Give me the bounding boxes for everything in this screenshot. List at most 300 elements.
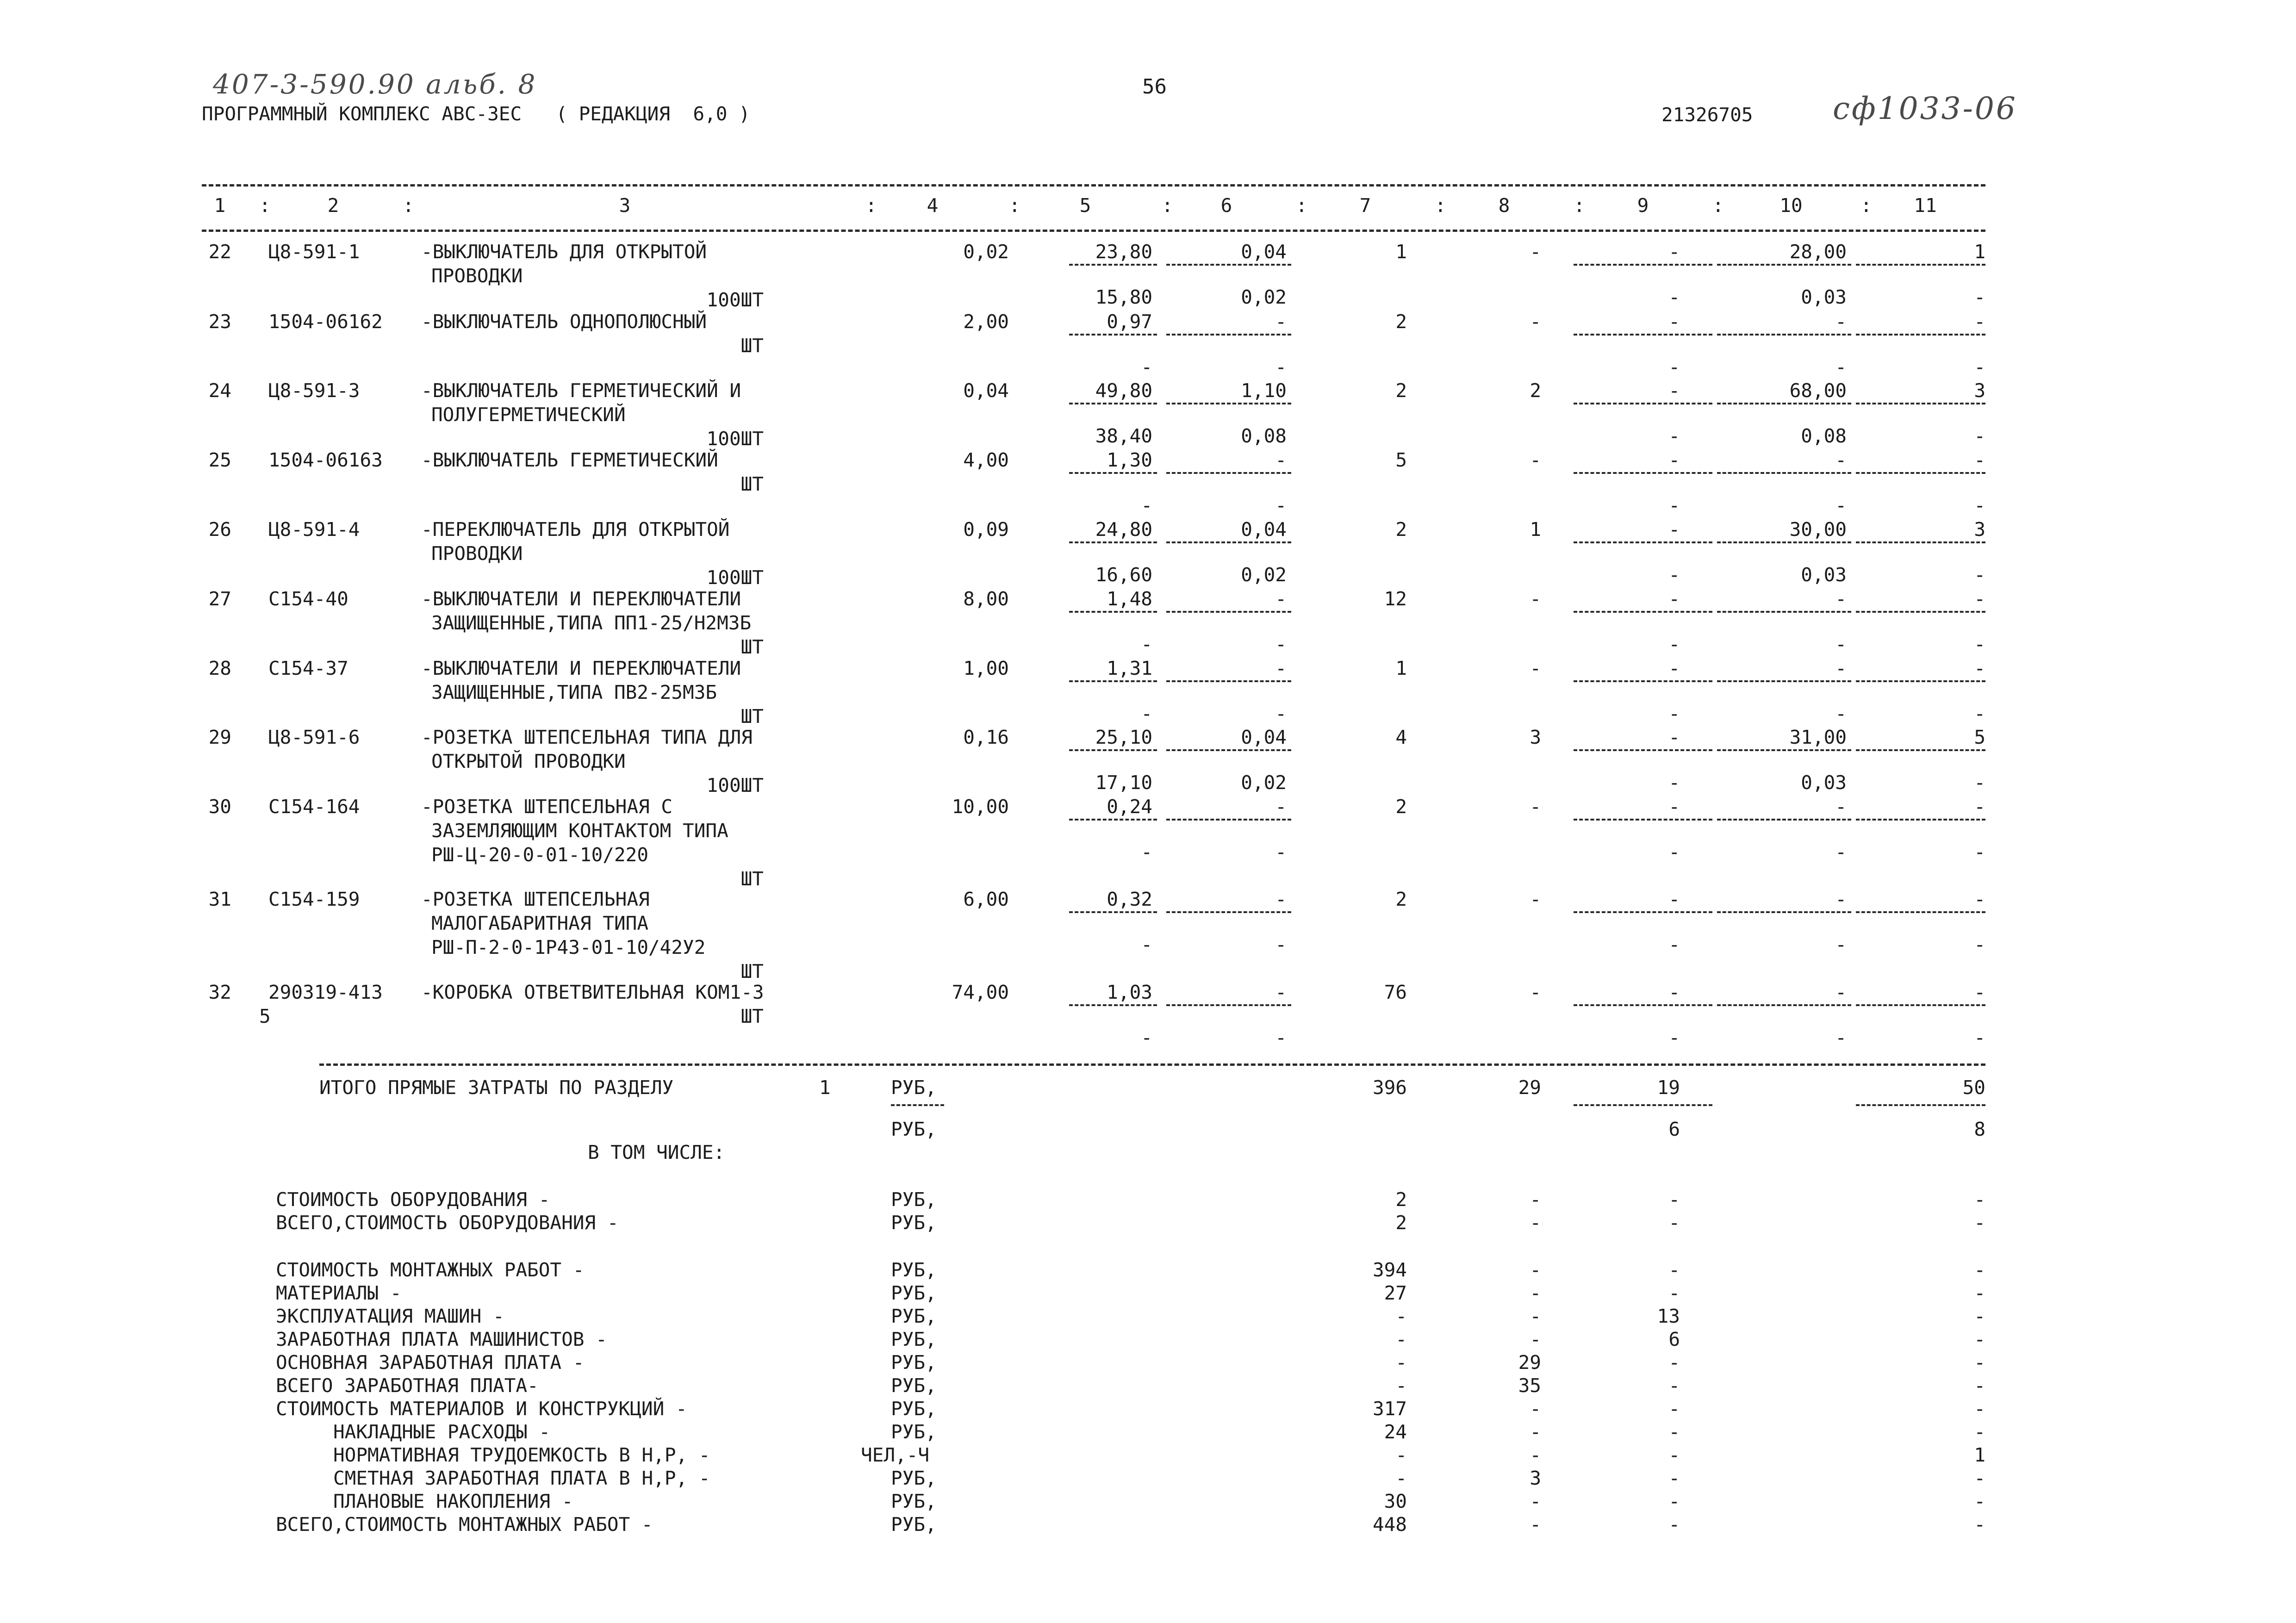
program-title: ПРОГРАММНЫЙ КОМПЛЕКС АВС-3ЕС ( РЕДАКЦИЯ 6,0 ) [202,103,750,125]
divider-line [1069,334,1157,336]
row-31-unit-price: 0,32 [1107,888,1152,910]
divider-line [1574,611,1712,613]
divider-line [1856,611,1985,613]
divider-line [1574,334,1712,336]
divider-line [1574,911,1712,913]
row-22-description: -ВЫКЛЮЧАТЕЛЬ ДЛЯ ОТКРЫТОЙ [421,241,707,263]
divider-line [1717,611,1851,613]
row-26-description: -ПЕРЕКЛЮЧАТЕЛЬ ДЛЯ ОТКРЫТОЙ [421,518,730,541]
row-23-code: 1504-06162 [268,311,383,333]
column-header-5: 5 [1079,194,1091,217]
row-29-number: 29 [208,726,231,748]
row-32-code-cont: 5 [259,1005,271,1027]
summary-row-3-col8: - [1530,1259,1541,1281]
summary-row-8-col11: - [1974,1374,1985,1397]
row-27-col9-b: - [1668,633,1680,655]
row-29-description: ОТКРЫТОЙ ПРОВОДКИ [431,750,626,772]
row-24-unit-price: 49,80 [1095,379,1152,402]
row-30-description: РШ-Ц-20-0-01-10/220 [431,844,648,866]
summary-row-13-col9: - [1668,1490,1680,1512]
row-24-description: ПОЛУГЕРМЕТИЧЕСКИЙ [431,404,626,426]
summary-row-5-unit: РУБ, [891,1305,937,1327]
row-24-col6-b: 0,08 [1241,425,1287,447]
totals-col7: 396 [1372,1076,1407,1099]
row-30-number: 30 [208,796,231,818]
summary-row-3-label: СТОИМОСТЬ МОНТАЖНЫХ РАБОТ - [276,1259,585,1281]
summary-row-1-label: СТОИМОСТЬ ОБОРУДОВАНИЯ - [276,1188,550,1211]
divider-line [1717,334,1851,336]
row-26-col10: 30,00 [1789,518,1847,541]
row-30-col6: - [1275,796,1287,818]
totals-col11: 50 [1962,1076,1985,1099]
column-separator: : [1574,194,1585,217]
row-23-unit: ШТ [740,335,764,357]
summary-row-6-col7: - [1395,1328,1407,1350]
row-26-unit-price-b: 16,60 [1095,564,1152,586]
divider-line [1717,680,1851,682]
divider-line [1717,541,1851,543]
column-header-1: 1 [214,194,226,217]
row-23-col6-b: - [1275,356,1287,378]
row-24-unit: 100ШТ [706,428,764,450]
row-29-col10: 31,00 [1789,726,1847,748]
divider-line [1574,680,1712,682]
column-separator: : [1296,194,1307,217]
divider-line [1069,749,1157,751]
row-29-col10-b: 0,03 [1801,771,1847,794]
row-22-col8: - [1530,241,1541,263]
summary-row-14-col9: - [1668,1513,1680,1536]
summary-row-14-label: ВСЕГО,СТОИМОСТЬ МОНТАЖНЫХ РАБОТ - [276,1513,653,1536]
summary-row-2-col8: - [1530,1212,1541,1234]
summary-row-14-col11: - [1974,1513,1985,1536]
summary-row-5-col8: - [1530,1305,1541,1327]
divider-line [1574,819,1712,821]
row-24-col11-b: - [1974,425,1985,447]
row-27-col11: - [1974,588,1985,610]
row-30-description: -РОЗЕТКА ШТЕПСЕЛЬНАЯ С [421,796,673,818]
row-28-col9-b: - [1668,703,1680,725]
summary-row-10-col8: - [1530,1421,1541,1443]
row-27-col9: - [1668,588,1680,610]
table-top-rule [202,184,1985,187]
divider-line [1717,1004,1851,1006]
row-26-number: 26 [208,518,231,541]
divider-line [1069,1004,1157,1006]
column-separator: : [865,194,877,217]
row-27-number: 27 [208,588,231,610]
row-24-col10-b: 0,08 [1801,425,1847,447]
summary-row-7-col8: 29 [1518,1351,1541,1374]
row-31-description: -РОЗЕТКА ШТЕПСЕЛЬНАЯ [421,888,650,910]
row-30-col10: - [1835,796,1847,818]
divider-line [1856,749,1985,751]
row-25-col8: - [1530,449,1541,471]
divider-line [1856,334,1985,336]
row-25-description: -ВЫКЛЮЧАТЕЛЬ ГЕРМЕТИЧЕСКИЙ [421,449,718,471]
row-28-col6-b: - [1275,703,1287,725]
row-31-unit: ШТ [740,960,764,983]
summary-row-7-col9: - [1668,1351,1680,1374]
summary-row-3-col7: 394 [1372,1259,1407,1281]
row-29-qty: 0,16 [963,726,1009,748]
summary-row-4-col8: - [1530,1282,1541,1304]
row-29-total: 4 [1395,726,1407,748]
row-26-qty: 0,09 [963,518,1009,541]
row-25-unit-price-b: - [1141,494,1152,516]
row-31-col11: - [1974,888,1985,910]
row-25-col10: - [1835,449,1847,471]
summary-row-1-col8: - [1530,1188,1541,1211]
row-29-description: -РОЗЕТКА ШТЕПСЕЛЬНАЯ ТИПА ДЛЯ [421,726,753,748]
row-29-col11-b: - [1974,771,1985,794]
row-22-unit-price: 23,80 [1095,241,1152,263]
summary-row-13-col7: 30 [1384,1490,1407,1512]
row-25-code: 1504-06163 [268,449,383,471]
row-22-col10-b: 0,03 [1801,286,1847,308]
row-30-col8: - [1530,796,1541,818]
row-22-col10: 28,00 [1789,241,1847,263]
row-28-col6: - [1275,657,1287,679]
row-28-qty: 1,00 [963,657,1009,679]
row-26-col9: - [1668,518,1680,541]
summary-row-14-col7: 448 [1372,1513,1407,1536]
row-22-code: Ц8-591-1 [268,241,360,263]
divider-line [1856,541,1985,543]
row-26-col11-b: - [1974,564,1985,586]
row-23-col9-b: - [1668,356,1680,378]
row-30-col6-b: - [1275,841,1287,863]
row-27-col10: - [1835,588,1847,610]
summary-row-6-unit: РУБ, [891,1328,937,1350]
row-27-col6-b: - [1275,633,1287,655]
summary-row-11-unit: ЧЕЛ,-Ч [861,1444,930,1466]
divider-line [1069,680,1157,682]
row-23-col6: - [1275,311,1287,333]
row-27-qty: 8,00 [963,588,1009,610]
row-28-col9: - [1668,657,1680,679]
summary-row-4-unit: РУБ, [891,1282,937,1304]
row-27-unit-price: 1,48 [1107,588,1152,610]
row-24-code: Ц8-591-3 [268,379,360,402]
row-24-col8: 2 [1530,379,1541,402]
summary-row-7-label: ОСНОВНАЯ ЗАРАБОТНАЯ ПЛАТА - [276,1351,585,1374]
row-24-col9-b: - [1668,425,1680,447]
row-22-col11-b: - [1974,286,1985,308]
totals-label: ИТОГО ПРЯМЫЕ ЗАТРАТЫ ПО РАЗДЕЛУ [319,1076,674,1099]
summary-row-7-col11: - [1974,1351,1985,1374]
row-23-unit-price: 0,97 [1107,311,1152,333]
summary-row-3-col11: - [1974,1259,1985,1281]
summary-row-1-unit: РУБ, [891,1188,937,1211]
row-23-col11: - [1974,311,1985,333]
row-24-description: -ВЫКЛЮЧАТЕЛЬ ГЕРМЕТИЧЕСКИЙ И [421,379,741,402]
summary-row-1-col11: - [1974,1188,1985,1211]
divider-line [1069,472,1157,474]
row-30-unit: ШТ [740,868,764,890]
row-29-code: Ц8-591-6 [268,726,360,748]
row-30-code: С154-164 [268,796,360,818]
totals-col11-b: 8 [1974,1118,1985,1140]
totals-unit-b: РУБ, [891,1118,937,1140]
row-22-col9: - [1668,241,1680,263]
totals-col9: 19 [1657,1076,1680,1099]
divider-line [1574,1004,1712,1006]
column-header-10: 10 [1780,194,1803,217]
row-23-description: -ВЫКЛЮЧАТЕЛЬ ОДНОПОЛЮСНЫЙ [421,311,707,333]
summary-row-13-col11: - [1974,1490,1985,1512]
summary-row-5-col7: - [1395,1305,1407,1327]
row-31-col9-b: - [1668,933,1680,956]
row-22-col11: 1 [1974,241,1985,263]
row-27-total: 12 [1384,588,1407,610]
summary-row-10-unit: РУБ, [891,1421,937,1443]
summary-row-2-col11: - [1974,1212,1985,1234]
row-28-col11-b: - [1974,703,1985,725]
summary-row-2-col7: 2 [1395,1212,1407,1234]
divider-line [1166,611,1291,613]
row-22-unit-price-b: 15,80 [1095,286,1152,308]
divider-line [1069,611,1157,613]
row-31-col10: - [1835,888,1847,910]
row-28-description: -ВЫКЛЮЧАТЕЛИ И ПЕРЕКЛЮЧАТЕЛИ [421,657,741,679]
row-32-description: -КОРОБКА ОТВЕТВИТЕЛЬНАЯ КОМ1-3 [421,981,764,1003]
column-separator: : [1435,194,1446,217]
document-code: 21326705 [1661,104,1753,126]
row-23-col9: - [1668,311,1680,333]
row-27-description: -ВЫКЛЮЧАТЕЛИ И ПЕРЕКЛЮЧАТЕЛИ [421,588,741,610]
divider-line [1069,264,1157,266]
in-that-heading: В ТОМ ЧИСЛЕ: [588,1141,725,1163]
row-25-qty: 4,00 [963,449,1009,471]
divider-line [1717,819,1851,821]
summary-row-6-col8: - [1530,1328,1541,1350]
divider-line [1574,264,1712,266]
page-number: 56 [1142,75,1167,99]
summary-row-6-label: ЗАРАБОТНАЯ ПЛАТА МАШИНИСТОВ - [276,1328,607,1350]
row-25-col9: - [1668,449,1680,471]
divider-line [1574,541,1712,543]
row-32-col11-b: - [1974,1026,1985,1049]
summary-row-2-col9: - [1668,1212,1680,1234]
summary-row-12-col7: - [1395,1467,1407,1489]
summary-row-10-col11: - [1974,1421,1985,1443]
row-25-col6: - [1275,449,1287,471]
row-22-qty: 0,02 [963,241,1009,263]
divider-line [1856,264,1985,266]
row-28-total: 1 [1395,657,1407,679]
divider-line [1166,749,1291,751]
row-32-total: 76 [1384,981,1407,1003]
row-28-col8: - [1530,657,1541,679]
row-22-total: 1 [1395,241,1407,263]
row-29-col9: - [1668,726,1680,748]
summary-row-8-col8: 35 [1518,1374,1541,1397]
column-header-3: 3 [619,194,631,217]
summary-row-9-col7: 317 [1372,1398,1407,1420]
row-22-col9-b: - [1668,286,1680,308]
summary-row-13-col8: - [1530,1490,1541,1512]
column-separator: : [1162,194,1173,217]
row-23-col8: - [1530,311,1541,333]
column-header-4: 4 [927,194,939,217]
summary-row-3-unit: РУБ, [891,1259,937,1281]
row-26-total: 2 [1395,518,1407,541]
row-28-unit-price: 1,31 [1107,657,1152,679]
row-28-code: С154-37 [268,657,348,679]
row-28-col10: - [1835,657,1847,679]
row-25-col10-b: - [1835,494,1847,516]
summary-row-3-col9: - [1668,1259,1680,1281]
divider-line [1069,911,1157,913]
divider-line [1166,264,1291,266]
divider-line [1856,911,1985,913]
summary-row-6-col9: 6 [1668,1328,1680,1350]
row-27-unit: ШТ [740,636,764,658]
divider-line [1856,819,1985,821]
row-23-unit-price-b: - [1141,356,1152,378]
summary-row-14-unit: РУБ, [891,1513,937,1536]
column-separator: : [403,194,414,217]
summary-row-4-col7: 27 [1384,1282,1407,1304]
row-30-unit-price: 0,24 [1107,796,1152,818]
row-26-col10-b: 0,03 [1801,564,1847,586]
row-31-col8: - [1530,888,1541,910]
row-28-col11: - [1974,657,1985,679]
divider-line [1574,472,1712,474]
row-22-description: ПРОВОДКИ [431,265,523,287]
summary-row-9-col11: - [1974,1398,1985,1420]
row-27-col10-b: - [1835,633,1847,655]
summary-row-11-col8: - [1530,1444,1541,1466]
summary-row-10-col9: - [1668,1421,1680,1443]
row-32-qty: 74,00 [952,981,1009,1003]
row-27-description: ЗАЩИЩЕННЫЕ,ТИПА ПП1-25/Н2М3Б [431,612,752,634]
summary-row-1-col9: - [1668,1188,1680,1211]
row-30-col11: - [1974,796,1985,818]
row-30-col11-b: - [1974,841,1985,863]
row-25-unit-price: 1,30 [1107,449,1152,471]
column-separator: : [1712,194,1724,217]
row-30-unit-price-b: - [1141,841,1152,863]
row-32-unit: ШТ [740,1005,764,1027]
row-29-unit: 100ШТ [706,774,764,796]
summary-row-14-col8: - [1530,1513,1541,1536]
row-32-col9-b: - [1668,1026,1680,1049]
summary-row-12-col9: - [1668,1467,1680,1489]
row-23-col11-b: - [1974,356,1985,378]
row-24-number: 24 [208,379,231,402]
column-header-8: 8 [1498,194,1510,217]
column-separator: : [1009,194,1020,217]
summary-row-2-unit: РУБ, [891,1212,937,1234]
summary-row-11-col11: 1 [1974,1444,1985,1466]
row-31-col9: - [1668,888,1680,910]
row-27-col11-b: - [1974,633,1985,655]
row-29-col6-b: 0,02 [1241,771,1287,794]
row-23-col10-b: - [1835,356,1847,378]
summary-row-8-col9: - [1668,1374,1680,1397]
summary-row-13-unit: РУБ, [891,1490,937,1512]
row-28-col10-b: - [1835,703,1847,725]
row-30-qty: 10,00 [952,796,1009,818]
divider-line [1166,1004,1291,1006]
divider-line [1574,403,1712,404]
summary-row-9-col8: - [1530,1398,1541,1420]
column-header-2: 2 [327,194,339,217]
row-26-description: ПРОВОДКИ [431,542,523,565]
summary-row-12-col11: - [1974,1467,1985,1489]
row-25-number: 25 [208,449,231,471]
totals-unit: РУБ, [891,1076,937,1099]
summary-row-5-col11: - [1974,1305,1985,1327]
divider-line [1717,472,1851,474]
totals-col9-b: 6 [1668,1118,1680,1140]
column-header-7: 7 [1359,194,1371,217]
row-28-unit: ШТ [740,705,764,728]
summary-row-8-label: ВСЕГО ЗАРАБОТНАЯ ПЛАТА- [276,1374,539,1397]
row-29-col6: 0,04 [1241,726,1287,748]
divider-line [891,1104,944,1106]
summary-row-11-col9: - [1668,1444,1680,1466]
row-31-total: 2 [1395,888,1407,910]
row-30-total: 2 [1395,796,1407,818]
summary-row-9-label: СТОИМОСТЬ МАТЕРИАЛОВ И КОНСТРУКЦИЙ - [276,1398,687,1420]
row-24-total: 2 [1395,379,1407,402]
summary-row-5-col9: 13 [1657,1305,1680,1327]
header-bottom-rule [202,230,1985,232]
row-23-total: 2 [1395,311,1407,333]
row-26-code: Ц8-591-4 [268,518,360,541]
row-22-col6: 0,04 [1241,241,1287,263]
row-26-col8: 1 [1530,518,1541,541]
row-24-col10: 68,00 [1789,379,1847,402]
row-32-col9: - [1668,981,1680,1003]
row-29-col9-b: - [1668,771,1680,794]
row-31-description: МАЛОГАБАРИТНАЯ ТИПА [431,912,648,934]
row-31-col6-b: - [1275,933,1287,956]
row-24-col9: - [1668,379,1680,402]
summary-row-12-col8: 3 [1530,1467,1541,1489]
row-32-unit-price-b: - [1141,1026,1152,1049]
divider-line [1166,680,1291,682]
row-31-number: 31 [208,888,231,910]
summary-row-11-label: НОРМАТИВНАЯ ТРУДОЕМКОСТЬ В Н,Р, - [333,1444,710,1466]
row-25-col11: - [1974,449,1985,471]
row-28-unit-price-b: - [1141,703,1152,725]
row-30-col9-b: - [1668,841,1680,863]
row-22-unit: 100ШТ [706,289,764,311]
totals-col8: 29 [1518,1076,1541,1099]
totals-top-rule [319,1063,1985,1066]
summary-row-11-col7: - [1395,1444,1407,1466]
row-26-col11: 3 [1974,518,1985,541]
summary-row-9-col9: - [1668,1398,1680,1420]
divider-line [1856,1004,1985,1006]
column-header-11: 11 [1914,194,1937,217]
row-31-description: РШ-П-2-0-1Р43-01-10/42У2 [431,936,706,958]
row-24-col6: 1,10 [1241,379,1287,402]
summary-row-10-label: НАКЛАДНЫЕ РАСХОДЫ - [333,1421,550,1443]
summary-row-8-unit: РУБ, [891,1374,937,1397]
divider-line [1856,403,1985,404]
divider-line [1856,472,1985,474]
row-23-qty: 2,00 [963,311,1009,333]
row-22-number: 22 [208,241,231,263]
divider-line [1069,819,1157,821]
summary-row-5-label: ЭКСПЛУАТАЦИЯ МАШИН - [276,1305,504,1327]
summary-row-10-col7: 24 [1384,1421,1407,1443]
